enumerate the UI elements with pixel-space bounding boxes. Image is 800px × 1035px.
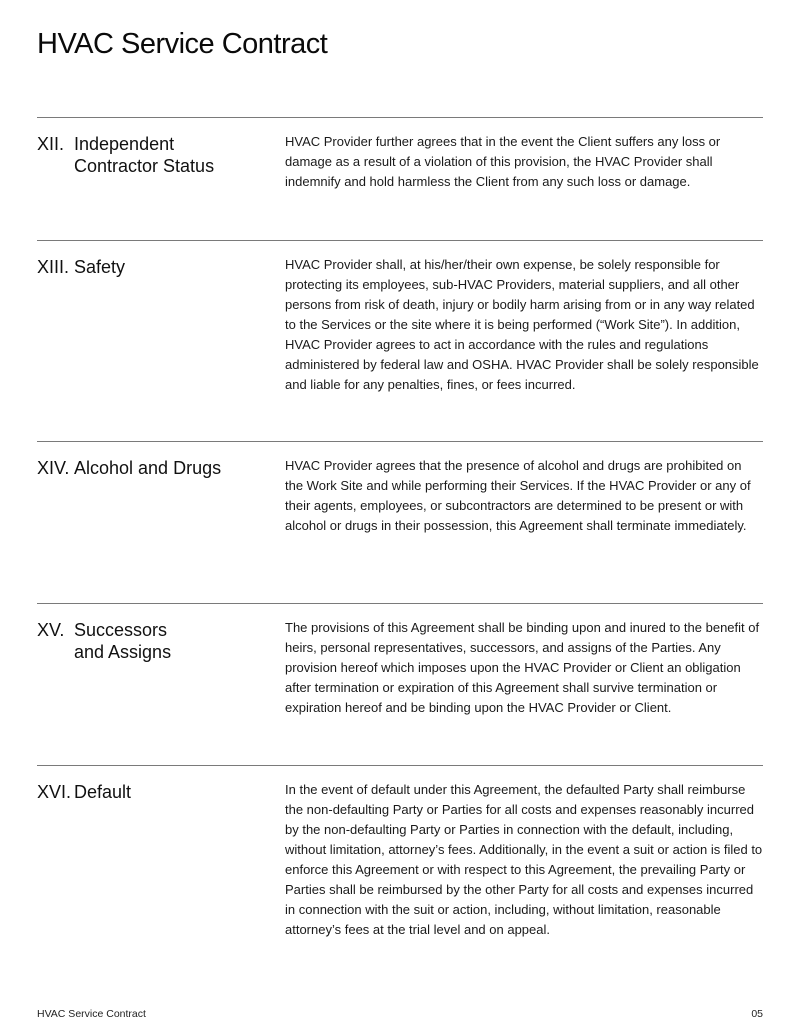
section-heading [37, 133, 277, 177]
section-body: HVAC Provider shall, at his/her/their own expense, be solely responsible for protecting its employees, sub-HVAC Providers, material suppliers, and all other persons from risk of death, injury or bodily harm arising from or in any way related to the Services or the site where it is being performed (“Work Site”). In addition, HVAC Provider agrees to act in accordance with the rules and regulations administered by federal law and OSHA. HVAC Provider shall be solely responsible and liable for any penalties, fines, or fees incurred. [285, 257, 759, 392]
section-heading [37, 457, 277, 479]
section-title [74, 619, 171, 663]
section-title: Default [74, 782, 132, 802]
section-heading [37, 619, 277, 663]
section-title: Alcohol and Drugs [74, 458, 222, 478]
section-title: Safety [74, 257, 126, 277]
section-body: HVAC Provider agrees that the presence of alcohol and drugs are prohibited on the Work Site and while performing their Services. If the HVAC Provider or any of their agents, employees, or subcontractors are determined to be present or with alcohol or drugs in their possession, this Agreement shall terminate immediately. [285, 458, 751, 533]
section-body: In the event of default under this Agreement, the defaulted Party shall reimburse the non-defaulting Party or Parties for all costs and expenses reasonably incurred by the non-defaulting Party or Parties in connection with the default, including, without limitation, attorney’s fees. Additionally, in the event a suit or action is filed to enforce this Agreement or with respect to this Agreement, the prevailing Party or Parties shall be reimbursed by the other Party for all costs and expenses incurred in connection with the suit or action, including, without limitation, reasonable attorney’s fees at the trial level and on appeal. [285, 782, 763, 937]
section-title-line: Independent [74, 134, 175, 154]
section-heading [37, 256, 277, 278]
section-number: XIII. [37, 257, 70, 277]
section-number: XVI. [37, 782, 72, 802]
section-title [74, 133, 214, 177]
section-title-line: Contractor Status [74, 156, 215, 176]
section-successors-and-assigns [37, 603, 763, 765]
section-safety [37, 240, 763, 441]
section-body: The provisions of this Agreement shall be binding upon and inured to the benefit of heirs, personal representatives, successors, and assigns of the Parties. Any provision hereof which imposes upon the HVAC Provider or Client an obligation after termination or expiration of this Agreement shall survive termination or expiration hereof and be binding upon the HVAC Provider or Client. [285, 620, 760, 715]
section-number: XII. [37, 134, 65, 154]
section-independent-contractor [37, 117, 763, 240]
section-number: XIV. [37, 458, 70, 478]
section-number: XV. [37, 620, 65, 640]
section-title-line: Successors [74, 620, 168, 640]
section-heading [37, 781, 277, 803]
section-default [37, 765, 763, 966]
section-alcohol-and-drugs [37, 441, 763, 603]
footer-document-title: HVAC Service Contract [37, 1008, 146, 1020]
footer-page-number: 05 [751, 1008, 763, 1020]
section-body: HVAC Provider further agrees that in the event the Client suffers any loss or damage as a result of a violation of this provision, the HVAC Provider shall indemnify and hold harmless the Client from any such loss or damage. [285, 134, 721, 189]
section-title-line: and Assigns [74, 642, 172, 662]
page-title: HVAC Service Contract [37, 28, 328, 60]
